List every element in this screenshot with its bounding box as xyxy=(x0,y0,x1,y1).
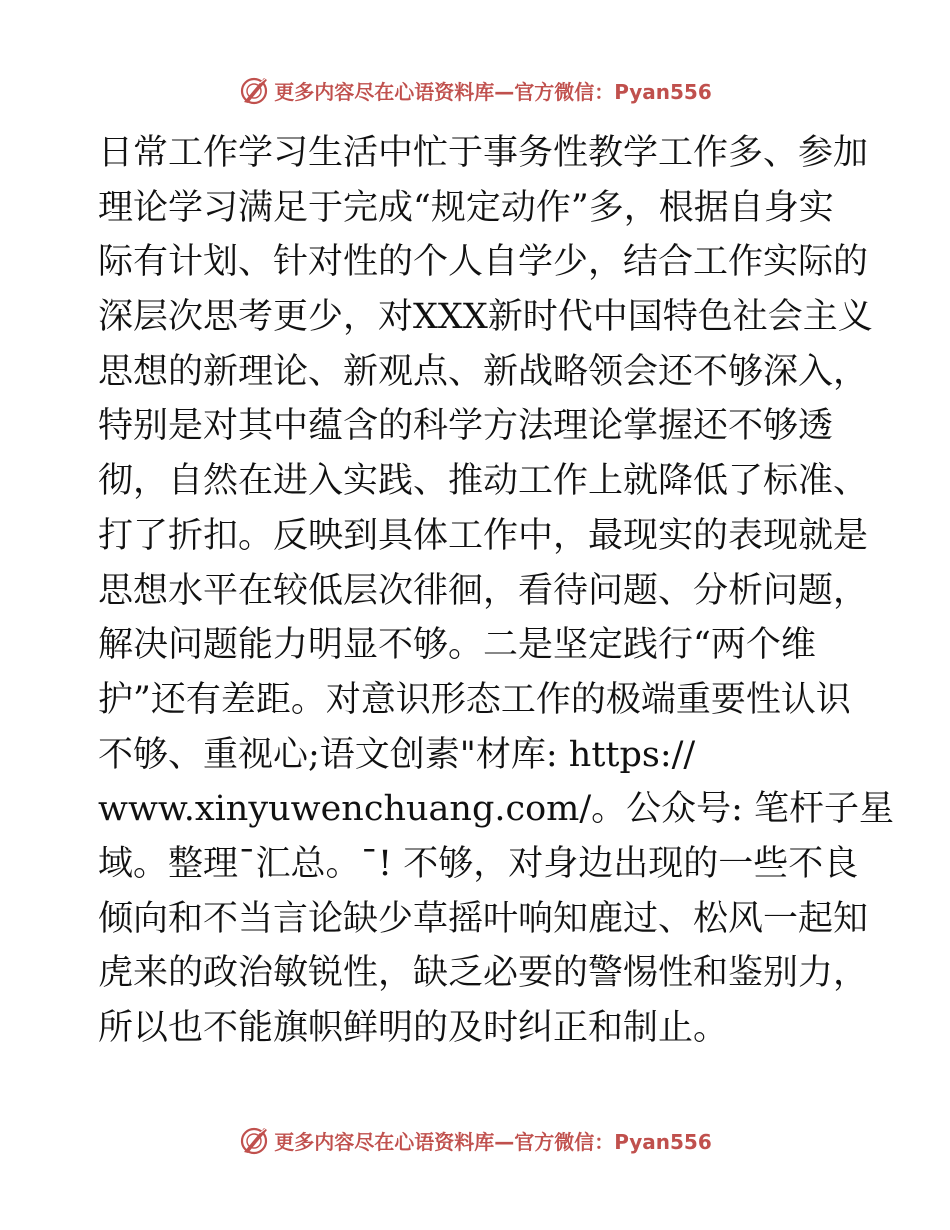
footer-banner-text: 更多内容尽在心语资料库—官方微信：Pyan556 xyxy=(274,1129,712,1154)
body-line: 所以也不能旗帜鲜明的及时纠正和制止。 xyxy=(98,1008,729,1048)
quill-seal-icon xyxy=(238,1124,270,1156)
body-line: 虎来的政治敏锐性，缺乏必要的警惕性和鉴别力， xyxy=(98,953,869,994)
body-line: 域。整理¯汇总。¯! 不够，对身边出现的一些不良 xyxy=(98,843,859,884)
header-banner-text: 更多内容尽在心语资料库—官方微信：Pyan556 xyxy=(274,79,712,104)
body-line: 深层次思考更少，对XXX新时代中国特色社会主义 xyxy=(98,297,873,338)
body-line: 理论学习满足于完成“规定动作”多，根据自身实 xyxy=(98,187,834,228)
body-line: 思想的新理论、新观点、新战略领会还不够深入， xyxy=(98,351,869,392)
body-line: 解决问题能力明显不够。二是坚定践行“两个维 xyxy=(98,625,816,666)
body-line: www.xinyuwenchuang.com/。公众号: 笔杆子星 xyxy=(98,789,895,830)
quill-seal-icon xyxy=(238,74,270,106)
body-line: 思想水平在较低层次徘徊，看待问题、分析问题， xyxy=(98,570,869,611)
body-line: 不够、重视心;语文创素"材库: https:// xyxy=(98,734,696,775)
header-banner xyxy=(0,70,950,110)
footer-banner xyxy=(0,1120,950,1160)
body-line: 特别是对其中蕴含的科学方法理论掌握还不够透 xyxy=(98,406,834,447)
body-line: 日常工作学习生活中忙于事务性教学工作多、参加 xyxy=(98,133,869,173)
body-line: 际有计划、针对性的个人自学少，结合工作实际的 xyxy=(98,242,869,283)
body-line: 倾向和不当言论缺少草摇叶响知鹿过、松风一起知 xyxy=(98,898,869,939)
document-body xyxy=(98,126,895,1056)
body-line: 护”还有差距。对意识形态工作的极端重要性认识 xyxy=(98,679,851,720)
body-line: 打了折扣。反映到具体工作中，最现实的表现就是 xyxy=(98,515,869,556)
body-line: 彻，自然在进入实践、推动工作上就降低了标准、 xyxy=(98,461,869,502)
